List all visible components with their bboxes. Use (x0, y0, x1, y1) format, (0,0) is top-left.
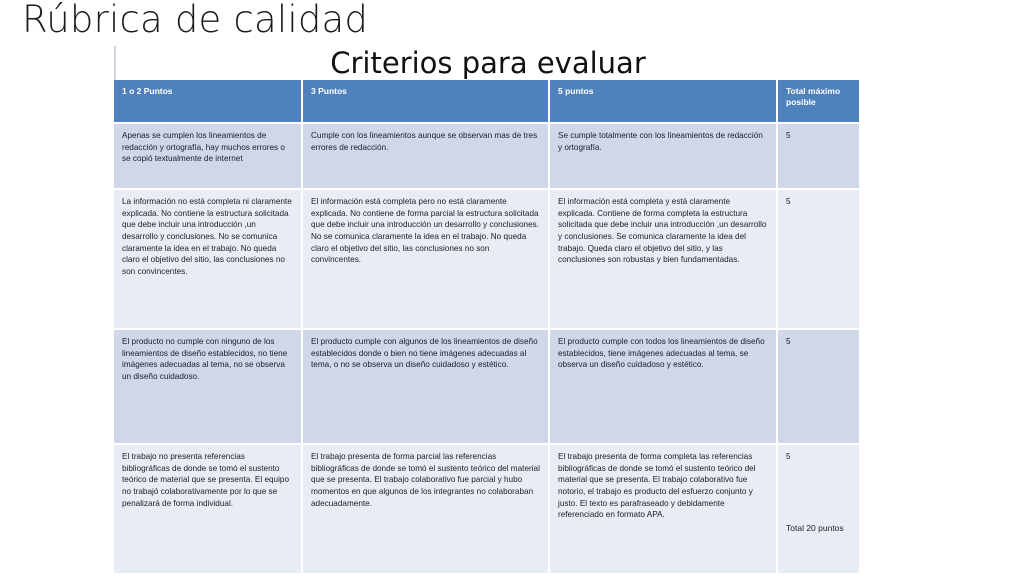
header-1-2-points: 1 o 2 Puntos (114, 80, 302, 123)
cell-max: 5 (777, 189, 860, 329)
rubric-title: Criterios para evaluar (116, 46, 860, 80)
cell-high: El producto cumple con todos los lineamientos de diseño establecidos, tiene imágenes adecuadas al tema, se observa un diseño cuidadoso y estético. (549, 329, 777, 444)
cell-high: Se cumple totalmente con los lineamientos de redacción y ortografía. (549, 123, 777, 189)
slide-title: Rúbrica de calidad (22, 0, 369, 41)
header-5-points: 5 puntos (549, 80, 777, 123)
table-row (114, 123, 860, 189)
cell-mid: El información está completa pero no está claramente explicada. No contiene de forma parcial la estructura solicitada que debe incluir una introducción un desarrollo y conclusiones. No se comunica claramente la idea en el trabajo. No queda claro el objetivo del sitio, las conclusiones no son convincentes. (302, 189, 549, 329)
cell-mid: El producto cumple con algunos de los lineamientos de diseño establecidos donde o bien no tiene imágenes adecuadas al tema, o no se observa un diseño cuidadoso y estético. (302, 329, 549, 444)
cell-max: 5 (777, 329, 860, 444)
header-max-total: Total máximo posible (777, 80, 860, 123)
rubric-table (114, 80, 861, 575)
total-points-note: Total 20 puntos (786, 523, 844, 533)
cell-mid: Cumple con los lineamientos aunque se observan mas de tres errores de redacción. (302, 123, 549, 189)
table-row (114, 189, 860, 329)
cell-low: La información no está completa ni claramente explicada. No contiene la estructura solicitada que debe incluir una introducción ,un desarrollo y conclusiones. No se comunica claramente la idea en el trabajo. No queda claro el objetivo del sitio, las conclusiones no son convincentes. (114, 189, 302, 329)
cell-max: 5 (777, 123, 860, 189)
cell-low: El trabajo no presenta referencias bibliográficas de donde se tomó el sustento teórico de material que se presenta. El equipo no trabajó colaborativamente por lo que se penalizará de forma individual. (114, 444, 302, 574)
cell-low: Apenas se cumplen los lineamientos de redacción y ortografía, hay muchos errores o se copió textualmente de internet (114, 123, 302, 189)
cell-max: 5 (786, 452, 791, 461)
cell-low: El producto no cumple con ninguno de los lineamientos de diseño establecidos, no tiene imágenes adecuadas al tema, no se observa un diseño cuidadoso. (114, 329, 302, 444)
cell-high: El información está completa y está claramente explicada. Contiene de forma completa la estructura solicitada que debe incluir una introducción ,un desarrollo y conclusiones. Se comunica claramente la idea del trabajo. Queda claro el objetivo del sitio, y las conclusiones son robustas y bien fundamentadas. (549, 189, 777, 329)
rubric-table-image (114, 46, 860, 574)
cell-mid: El trabajo presenta de forma parcial las referencias bibliográficas de donde se tomó el sustento teórico del material que se presenta. El trabajo colaborativo fue parcial y hubo momentos en que algunos de los integrantes no colaboraban adecuadamente. (302, 444, 549, 574)
cell-high: El trabajo presenta de forma completa las referencias bibliográficas de donde se tomó el sustento teórico del material que se presenta. El trabajo colaborativo fue notorio, el trabajo es producto del esfuerzo conjunto y justo. El texto es parafraseado y debidamente referenciado en formato APA. (549, 444, 777, 574)
table-row (114, 329, 860, 444)
header-3-points: 3 Puntos (302, 80, 549, 123)
cell-max-with-total (777, 444, 860, 574)
table-row (114, 444, 860, 574)
header-row (114, 80, 860, 123)
